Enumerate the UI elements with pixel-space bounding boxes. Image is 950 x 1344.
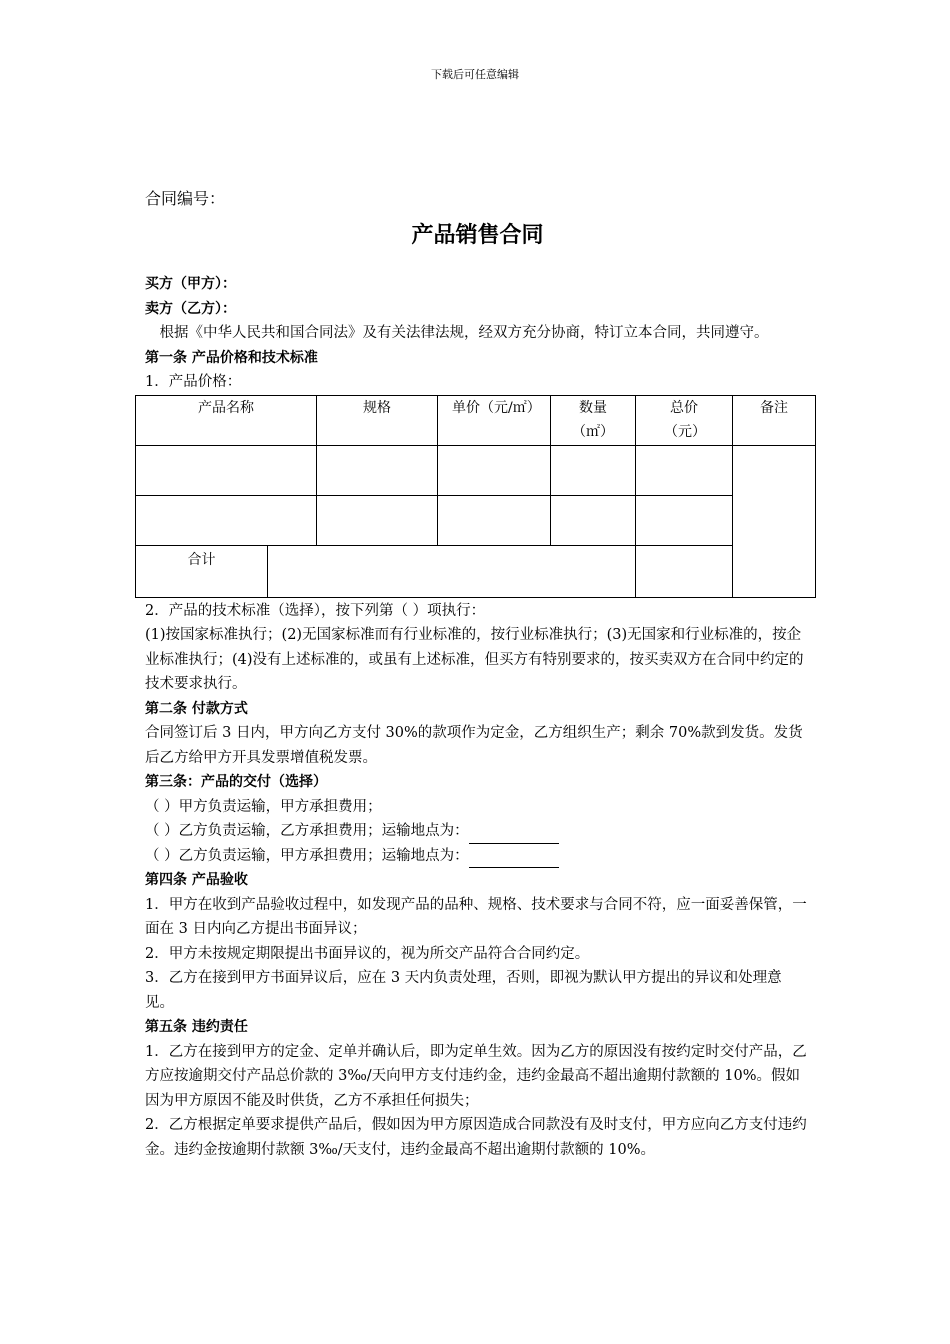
document-title: 产品销售合同: [411, 223, 544, 248]
article-1-heading: 第一条 产品价格和技术标准: [145, 349, 318, 366]
buyer-line: 买方（甲方）：: [145, 276, 236, 292]
article-2-text: 合同签订后 3 日内，甲方向乙方支付 30%的款项作为定金，乙方组织生产；剩余 70%款到发货。发货后乙方给甲方开具发票增值税发票。: [145, 725, 803, 766]
article-5-item-1: 1．乙方在接到甲方的定金、定单并确认后，即为定单生效。因为乙方的原因没有按约定时交付产品，乙方应按逾期交付产品总价款的 3‰/天向甲方支付违约金，违约金最高不超出逾期付款额的 10%。假如因为甲方原因不能及时供货，乙方不承担任何损失；: [145, 1043, 807, 1109]
total-amount-cell: [636, 545, 733, 597]
article-3-option-1: （ ）甲方负责运输，甲方承担费用；: [145, 798, 382, 815]
article-5-heading: 第五条 违约责任: [145, 1019, 248, 1035]
table-cell: [136, 445, 317, 495]
table-cell: [438, 495, 551, 545]
intro-paragraph: 根据《中华人民共和国合同法》及有关法律法规，经双方充分协商，特订立本合同，共同遵守。: [159, 325, 769, 341]
article-4-heading: 第四条 产品验收: [145, 872, 248, 888]
article-4-item-2: 2．甲方未按规定期限提出书面异议的，视为所交产品符合合同约定。: [145, 945, 590, 962]
contract-number-label: 合同编号：: [145, 189, 226, 208]
table-cell: [317, 495, 438, 545]
table-header-cell: 总价（元）: [636, 395, 733, 445]
article-1-item-2: 2．产品的技术标准（选择），按下列第（ ）项执行：: [145, 602, 486, 619]
table-header-cell: 规格: [317, 395, 438, 445]
table-header-row: [136, 395, 816, 445]
article-3-option-2: [145, 819, 810, 844]
header-note: 下载后可任意编辑: [431, 68, 519, 81]
article-4-item-1: 1．甲方在收到产品验收过程中，如发现产品的品种、规格、技术要求与合同不符，应一面妥善保管，一面在 3 日内向乙方提出书面异议；: [145, 896, 807, 937]
table-row: [136, 495, 816, 545]
table-header-cell: 数量（㎡）: [551, 395, 636, 445]
table-total-row: [136, 545, 816, 597]
article-2-heading: 第二条 付款方式: [145, 700, 248, 717]
table-header-cell: 产品名称: [136, 395, 317, 445]
remarks-cell: [733, 445, 816, 597]
article-3-option-3: [145, 844, 810, 869]
table-cell: [551, 495, 636, 545]
article-4-item-3: 3．乙方在接到甲方书面异议后，应在 3 天内负责处理，否则，即视为默认甲方提出的异议和处理意见。: [145, 970, 782, 1011]
article-1-item-2-options: (1)按国家标准执行；(2)无国家标准而有行业标准的，按行业标准执行；(3)无国家和行业标准的，按企业标准执行；(4)没有上述标准的，或虽有上述标准，但买方有特别要求的，按买卖双方在合同中约定的技术要求执行。: [145, 627, 804, 692]
location-blank-1[interactable]: [469, 826, 559, 844]
article-3-heading: 第三条：产品的交付（选择）: [145, 774, 327, 790]
table-header-cell: 备注: [733, 395, 816, 445]
option-2-text: （ ）乙方负责运输，乙方承担费用；运输地点为：: [145, 823, 469, 839]
table-cell: [317, 445, 438, 495]
total-label-cell: 合计: [136, 545, 268, 597]
location-blank-2[interactable]: [469, 850, 559, 868]
article-5-item-2: 2．乙方根据定单要求提供产品后，假如因为甲方原因造成合同款没有及时支付，甲方应向乙方支付违约金。违约金按逾期付款额 3‰/天支付，违约金最高不超出逾期付款额的 10%。: [145, 1117, 807, 1158]
table-cell: [636, 445, 733, 495]
table-cell: [136, 495, 317, 545]
total-amount-words-cell: [268, 545, 636, 597]
table-header-cell: 单价（元/㎡）: [438, 395, 551, 445]
article-1-item-1: 1．产品价格：: [145, 374, 242, 390]
table-cell: [636, 495, 733, 545]
table-row: [136, 445, 816, 495]
seller-line: 卖方（乙方）：: [145, 300, 236, 317]
table-cell: [438, 445, 551, 495]
price-table: [135, 395, 816, 598]
document-body: [145, 184, 810, 1162]
table-cell: [551, 445, 636, 495]
option-3-text: （ ）乙方负责运输，甲方承担费用；运输地点为：: [145, 847, 469, 864]
